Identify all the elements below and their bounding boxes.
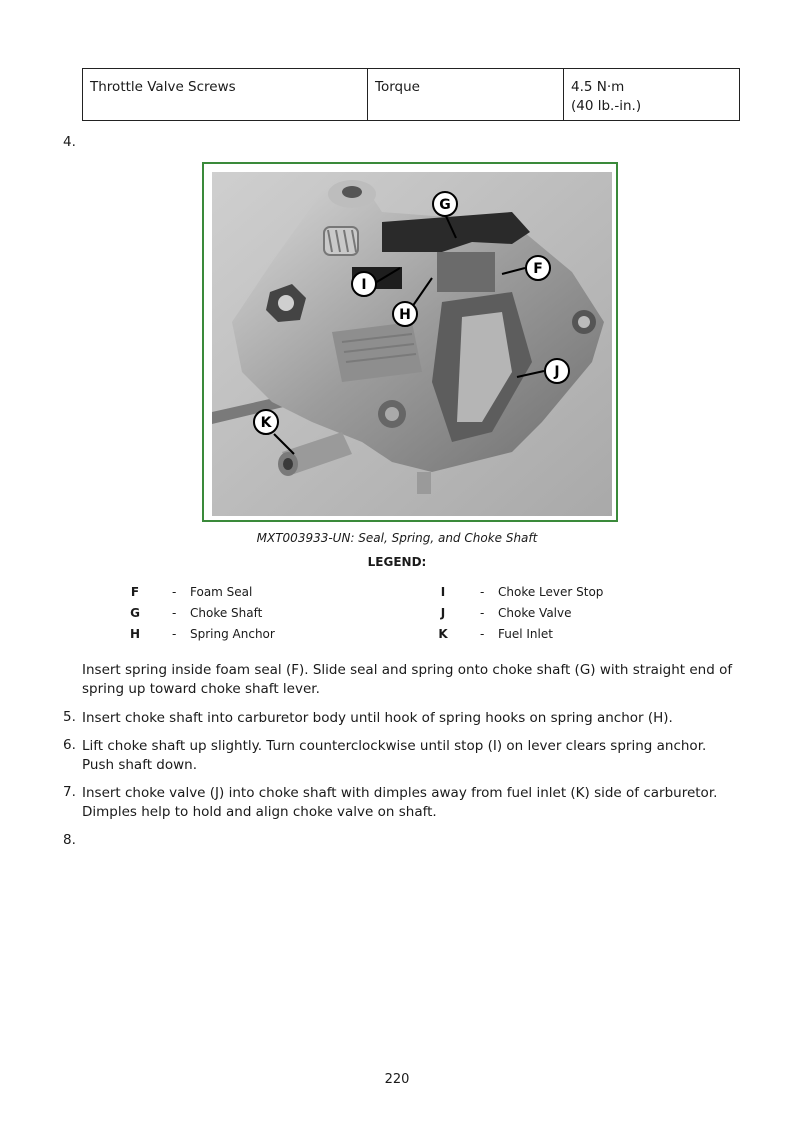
- legend-title: LEGEND:: [367, 555, 427, 569]
- spec-value-metric: 4.5 N·m: [571, 79, 625, 95]
- callout-f: [526, 256, 550, 280]
- callout-k: [254, 410, 278, 434]
- legend-item: [435, 584, 655, 600]
- legend-desc: Choke Shaft: [190, 606, 263, 620]
- svg-text:F: F: [533, 261, 543, 277]
- legend-desc: Foam Seal: [190, 585, 253, 599]
- step-number-5: 5.: [63, 709, 76, 725]
- legend-desc: Fuel Inlet: [498, 627, 553, 641]
- legend-desc: Choke Lever Stop: [498, 585, 604, 599]
- step-4-text: Insert spring inside foam seal (F). Slide seal and spring onto choke shaft (G) with straight end of spring up toward choke shaft lever.: [82, 662, 733, 697]
- torque-spec-table: [82, 68, 740, 121]
- legend-dash: -: [480, 627, 485, 641]
- legend-dash: -: [480, 585, 485, 599]
- spec-value-cell: [564, 69, 740, 121]
- legend-key: K: [438, 627, 448, 641]
- callout-g: [433, 192, 457, 216]
- svg-text:H: H: [399, 307, 411, 323]
- step-number-8: 8.: [63, 832, 76, 848]
- step-number-4: 4.: [63, 134, 76, 150]
- legend-item: [127, 626, 327, 642]
- figure-caption: MXT003933-UN: Seal, Spring, and Choke Shaft: [256, 531, 538, 545]
- carburetor-photo: [212, 172, 612, 516]
- legend-key: F: [130, 585, 140, 599]
- callout-h: [393, 302, 417, 326]
- figure-frame: [202, 162, 618, 522]
- svg-text:J: J: [554, 364, 560, 380]
- legend-dash: -: [172, 627, 177, 641]
- legend-item: [435, 626, 655, 642]
- legend-key: J: [440, 606, 446, 620]
- spec-type-cell: Torque: [368, 69, 564, 121]
- svg-text:G: G: [439, 197, 451, 213]
- legend-dash: -: [172, 585, 177, 599]
- svg-text:K: K: [260, 415, 272, 431]
- step-7-text: Insert choke valve (J) into choke shaft with dimples away from fuel inlet (K) side of carburetor. Dimples help to hold and align choke valve on shaft.: [82, 785, 718, 820]
- step-5-text: Insert choke shaft into carburetor body until hook of spring hooks on spring anchor (H).: [82, 710, 673, 726]
- spec-value-imperial: (40 lb.-in.): [571, 98, 642, 114]
- callout-j: [545, 359, 569, 383]
- legend-key: I: [440, 585, 446, 599]
- legend-dash: -: [172, 606, 177, 620]
- legend-desc: Choke Valve: [498, 606, 572, 620]
- legend-key: G: [130, 606, 140, 620]
- table-row: [83, 69, 740, 121]
- legend-dash: -: [480, 606, 485, 620]
- legend-item: [127, 605, 327, 621]
- callout-i: [352, 272, 376, 296]
- legend-item: [435, 605, 655, 621]
- step-number-6: 6.: [63, 737, 76, 753]
- step-number-7: 7.: [63, 784, 76, 800]
- spec-item-cell: Throttle Valve Screws: [83, 69, 368, 121]
- svg-text:I: I: [361, 277, 367, 293]
- legend-desc: Spring Anchor: [190, 627, 275, 641]
- page-number: 220: [384, 1072, 410, 1087]
- step-6-text: Lift choke shaft up slightly. Turn counterclockwise until stop (I) on lever clears spring anchor. Push shaft down.: [82, 738, 707, 773]
- legend-key: H: [129, 627, 141, 641]
- legend-item: [127, 584, 327, 600]
